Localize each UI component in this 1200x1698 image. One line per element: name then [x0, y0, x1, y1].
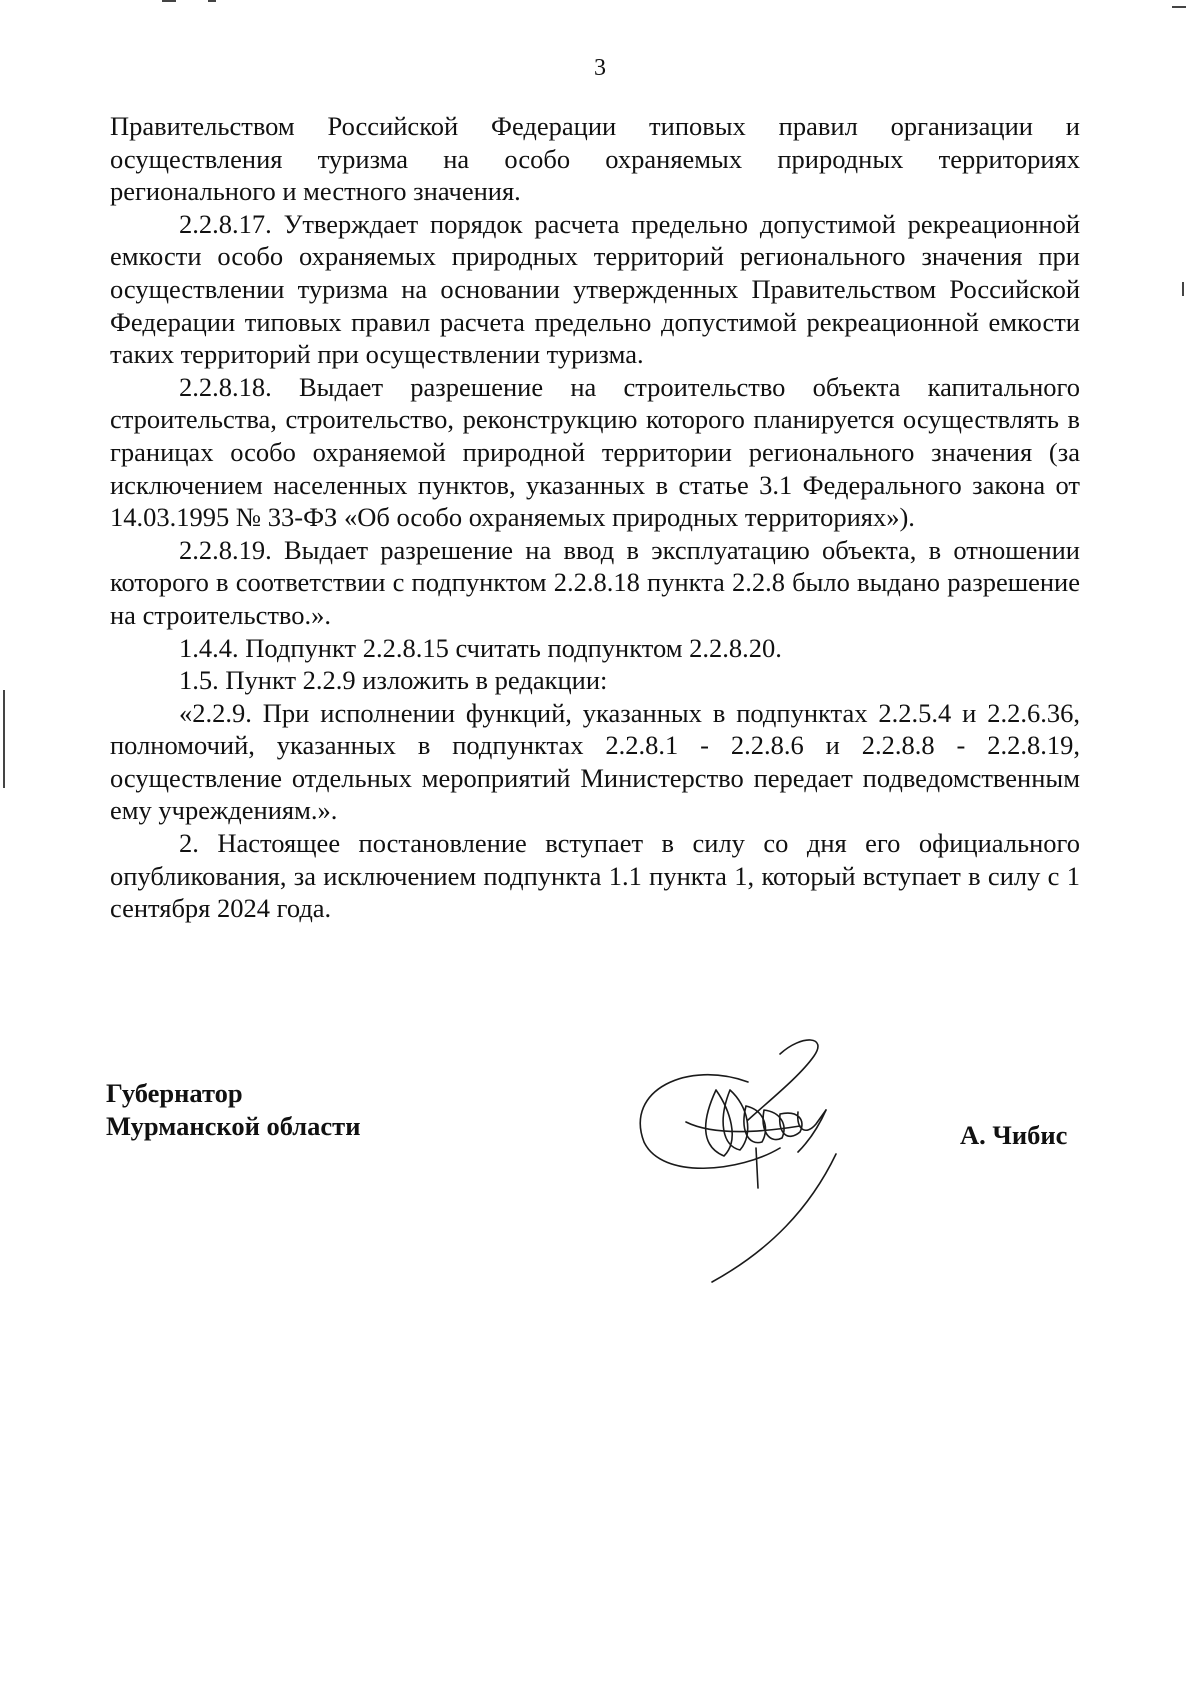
paragraph-2-2-8-19: 2.2.8.19. Выдает разрешение на ввод в эксплуатацию объекта, в отношении которого в соответствии с подпунктом 2.2.8.18 пункта 2.2.8 было выдано разрешение на строительство.». — [110, 534, 1080, 630]
paragraph-1-4-4: 1.4.4. Подпункт 2.2.8.15 считать подпунктом 2.2.8.20. — [179, 632, 782, 663]
scan-edge-mark-right — [1182, 282, 1184, 296]
paragraph-2-2-8-17: 2.2.8.17. Утверждает порядок расчета предельно допустимой рекреационной емкости особо охраняемых природных территорий регионального значения при осуществлении туризма на основании утвержденных Правительством Российской Федерации типовых правил расчета предельно допустимой рекреационной емкости таких территорий при осуществлении туризма. — [110, 208, 1080, 370]
document-body — [110, 110, 1080, 925]
signatory-name: А. Чибис — [960, 1120, 1068, 1150]
paragraph-2-effective-date: 2. Настоящее постановление вступает в силу со дня его официального опубликования, за исключением подпункта 1.1 пункта 1, который вступает в силу с 1 сентября 2024 года. — [110, 828, 1080, 924]
page-number: 3 — [594, 55, 606, 81]
scan-edge-mark-top-left-2 — [208, 0, 216, 2]
scan-edge-mark-left — [3, 690, 5, 788]
paragraph-continuation: Правительством Российской Федерации типовых правил организации и осуществления туризма на особо охраняемых природных территориях регионального и местного значения. — [110, 111, 1080, 207]
scan-edge-mark-top-right — [1172, 6, 1186, 8]
signatory-title — [106, 1077, 360, 1143]
signatory-title-line2: Мурманской области — [106, 1111, 361, 1141]
scan-edge-mark-top-left — [162, 0, 176, 2]
paragraph-1-5: 1.5. Пункт 2.2.9 изложить в редакции: — [179, 665, 608, 696]
signatory-title-line1: Губернатор — [106, 1078, 243, 1108]
handwritten-signature — [630, 1030, 900, 1290]
paragraph-2-2-9: «2.2.9. При исполнении функций, указанных в подпунктах 2.2.5.4 и 2.2.6.36, полномочий, указанных в подпунктах 2.2.8.1 - 2.2.8.6 и 2.2.8.8 - 2.2.8.19, осуществление отдельных мероприятий Министерство передает подведомственным ему учреждениям.». — [110, 697, 1080, 826]
paragraph-2-2-8-18: 2.2.8.18. Выдает разрешение на строительство объекта капитального строительства, строительство, реконструкцию которого планируется осуществлять в границах особо охраняемой природной территории регионального значения (за исключением населенных пунктов, указанных в статье 3.1 Федерального закона от 14.03.1995 № 33-ФЗ «Об особо охраняемых природных территориях»). — [110, 371, 1080, 533]
